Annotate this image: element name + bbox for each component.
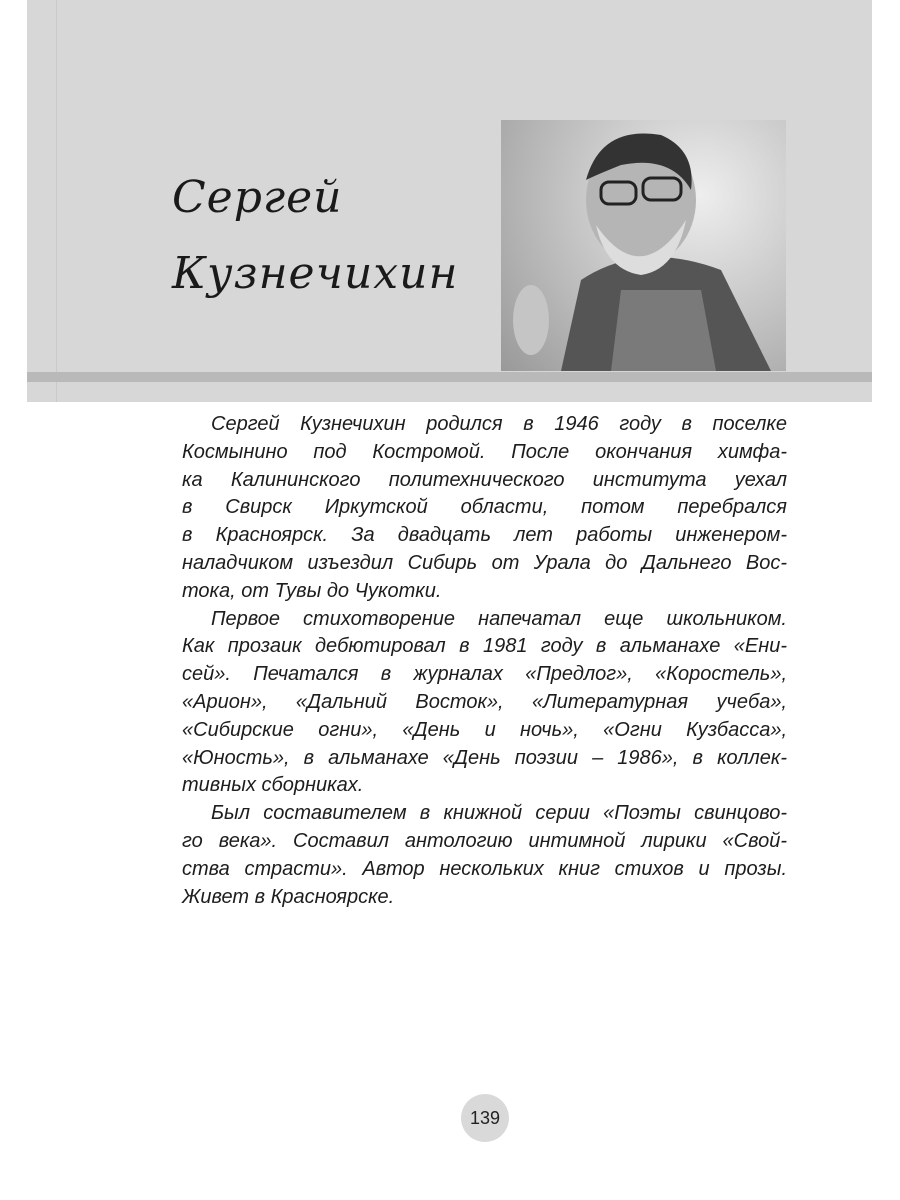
text-line: Первое стихотворение напечатал еще школьником. bbox=[211, 607, 787, 630]
portrait-icon bbox=[501, 120, 786, 371]
biography-text bbox=[182, 411, 787, 911]
paragraph bbox=[182, 800, 787, 911]
page-number: 139 bbox=[461, 1094, 509, 1142]
text-line: в Свирск Иркутской области, потом перебрался bbox=[182, 496, 787, 519]
text-line: сей». Печатался в журналах «Предлог», «Коростель», bbox=[182, 663, 787, 686]
text-line: Как прозаик дебютировал в 1981 году в альманахе «Ени- bbox=[182, 635, 787, 658]
text-line: ства страсти». Автор нескольких книг стихов и прозы. bbox=[182, 857, 787, 880]
text-line: ка Калининского политехнического института уехал bbox=[182, 468, 787, 491]
title-last-name: Кузнечихин bbox=[172, 248, 459, 299]
text-line: Сергей Кузнечихин родился в 1946 году в поселке bbox=[211, 413, 787, 435]
author-name-title bbox=[172, 160, 458, 312]
title-first-name: Сергей bbox=[172, 172, 343, 223]
text-line: Был составителем в книжной серии «Поэты свинцово- bbox=[211, 802, 787, 825]
text-line: «Сибирские огни», «День и ночь», «Огни Кузбасса», bbox=[182, 718, 787, 741]
text-line: Живет в Красноярске. bbox=[182, 885, 395, 908]
text-line: го века». Составил антологию интимной лирики «Свой- bbox=[182, 829, 787, 852]
text-line: тока, от Тувы до Чукотки. bbox=[182, 579, 442, 602]
text-line: Космынино под Костромой. После окончания химфа- bbox=[182, 440, 787, 463]
text-line: в Красноярск. За двадцать лет работы инженером- bbox=[182, 524, 787, 547]
text-line: «Юность», в альманахе «День поэзии – 1986», в коллек- bbox=[182, 746, 787, 769]
paragraph bbox=[182, 411, 787, 606]
text-line: тивных сборниках. bbox=[182, 774, 364, 797]
paragraph bbox=[182, 606, 787, 801]
text-line: наладчиком изъездил Сибирь от Урала до Дальнего Вос- bbox=[182, 551, 787, 574]
header-divider-band bbox=[27, 372, 872, 382]
text-line: «Арион», «Дальний Восток», «Литературная учеба», bbox=[182, 690, 787, 713]
author-portrait-photo bbox=[501, 120, 786, 371]
margin-line bbox=[56, 0, 57, 402]
